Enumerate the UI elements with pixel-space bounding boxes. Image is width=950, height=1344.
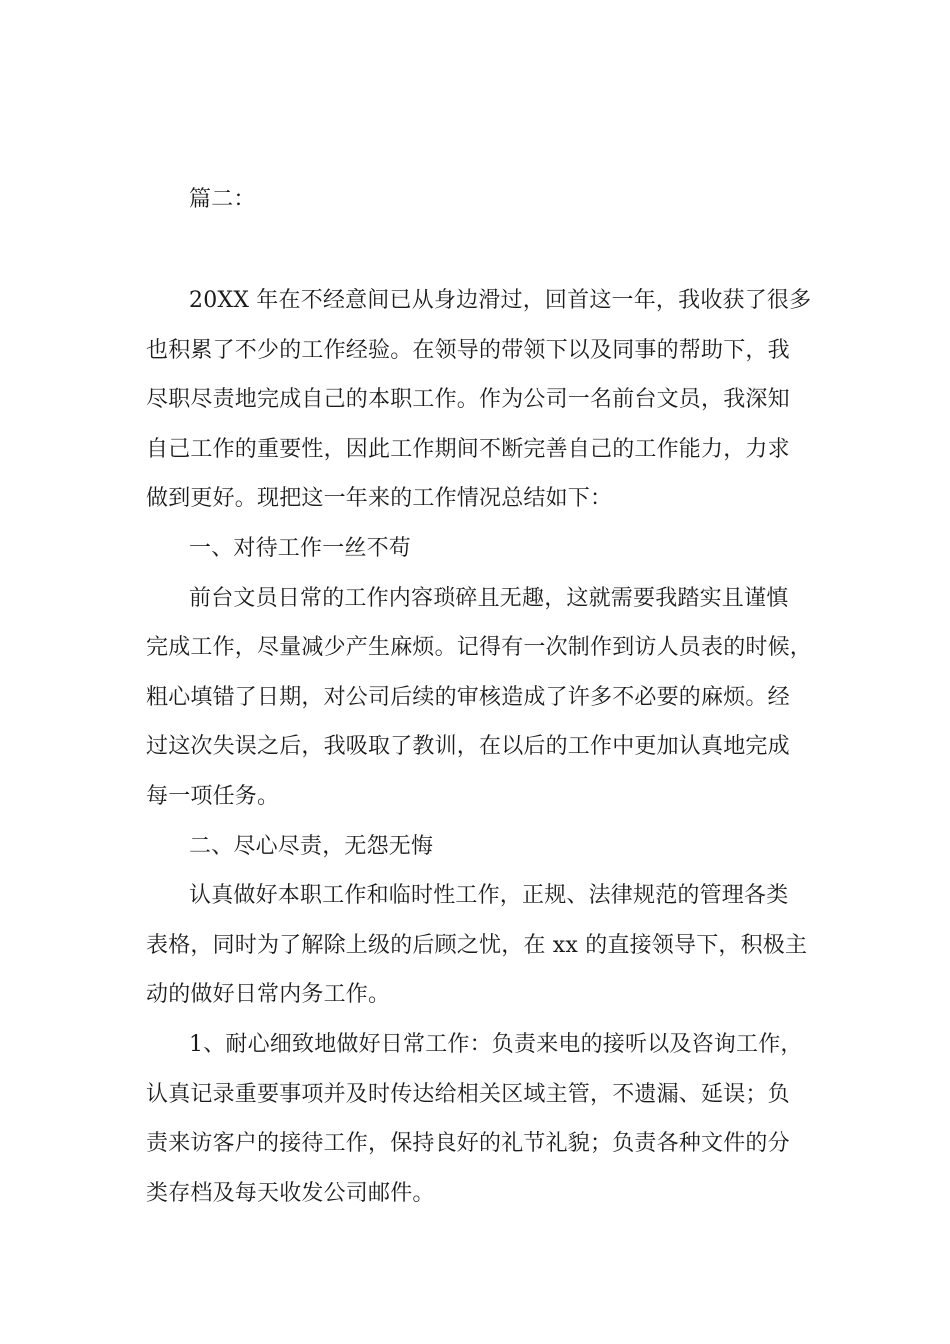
section-title: 篇二： bbox=[189, 187, 256, 212]
heading-2: 二、尽心尽责，无怨无悔 bbox=[189, 834, 434, 859]
paragraph-1-line-3: 尽职尽责地完成自己的本职工作。作为公司一名前台文员，我深知 bbox=[146, 387, 790, 412]
paragraph-3-line-2: 表格，同时为了解除上级的后顾之忧，在 xx 的直接领导下，积极主 bbox=[146, 933, 808, 958]
paragraph-4-line-4: 类存档及每天收发公司邮件。 bbox=[146, 1181, 435, 1206]
paragraph-1-line-4: 自己工作的重要性，因此工作期间不断完善自己的工作能力，力求 bbox=[146, 437, 790, 462]
paragraph-2-line-3: 粗心填错了日期，对公司后续的审核造成了许多不必要的麻烦。经 bbox=[146, 685, 790, 710]
paragraph-4-line-1: 1、耐心细致地做好日常工作：负责来电的接听以及咨询工作， bbox=[189, 1032, 803, 1057]
paragraph-3-line-3: 动的做好日常内务工作。 bbox=[146, 982, 391, 1007]
paragraph-4-line-3: 责来访客户的接待工作，保持良好的礼节礼貌；负责各种文件的分 bbox=[146, 1131, 790, 1156]
paragraph-4-line-2: 认真记录重要事项并及时传达给相关区域主管，不遗漏、延误；负 bbox=[146, 1082, 790, 1107]
paragraph-2-line-5: 每一项任务。 bbox=[146, 784, 280, 809]
paragraph-3-line-1: 认真做好本职工作和临时性工作，正规、法律规范的管理各类 bbox=[189, 883, 789, 908]
paragraph-1-line-2: 也积累了不少的工作经验。在领导的带领下以及同事的帮助下，我 bbox=[146, 338, 790, 363]
paragraph-1-line-5: 做到更好。现把这一年来的工作情况总结如下： bbox=[146, 486, 613, 511]
heading-1: 一、对待工作一丝不苟 bbox=[189, 536, 412, 561]
paragraph-2-line-4: 过这次失误之后，我吸取了教训，在以后的工作中更加认真地完成 bbox=[146, 734, 790, 759]
paragraph-2-line-1: 前台文员日常的工作内容琐碎且无趣，这就需要我踏实且谨慎 bbox=[189, 586, 789, 611]
paragraph-2-line-2: 完成工作，尽量减少产生麻烦。记得有一次制作到访人员表的时候， bbox=[146, 635, 813, 660]
paragraph-1-line-1: 20XX 年在不经意间已从身边滑过，回首这一年，我收获了很多 bbox=[189, 288, 812, 313]
